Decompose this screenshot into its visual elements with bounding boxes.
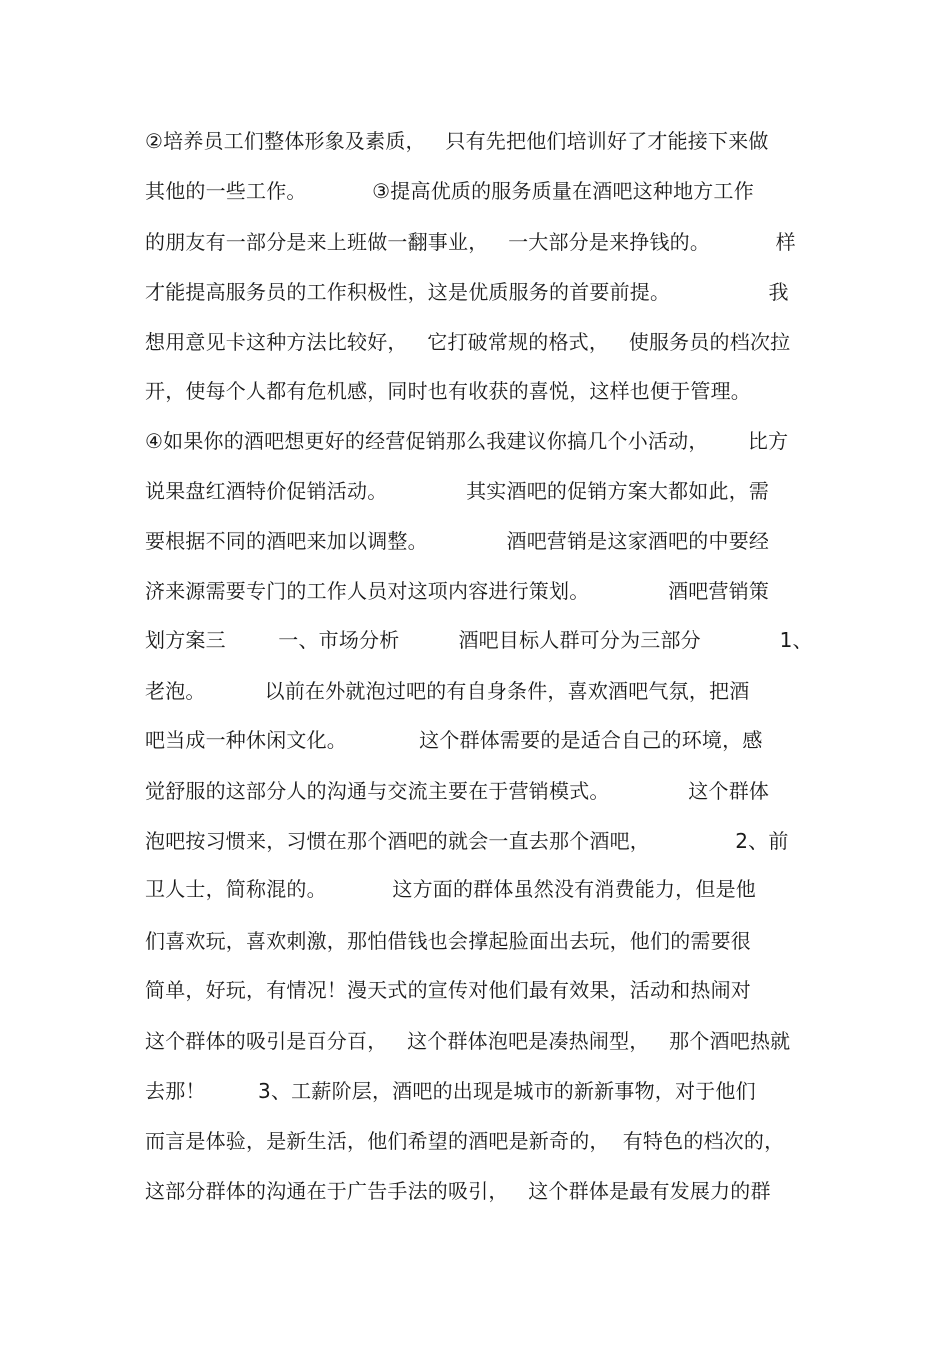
- text-line: 这个群体的吸引是百分百， 这个群体泡吧是凑热闹型， 那个酒吧热就: [145, 1029, 791, 1053]
- text-line: 想用意见卡这种方法比较好， 它打破常规的格式， 使服务员的档次拉: [145, 330, 791, 354]
- text-line: 泡吧按习惯来，习惯在那个酒吧的就会一直去那个酒吧， 2、前: [145, 829, 789, 853]
- text-line: 觉舒服的这部分人的沟通与交流主要在于营销模式。 这个群体: [145, 779, 770, 803]
- text-line: 才能提高服务员的工作积极性，这是优质服务的首要前提。 我: [145, 280, 789, 304]
- text-line: ④如果你的酒吧想更好的经营促销那么我建议你搞几个小活动， 比方: [145, 429, 789, 453]
- text-line: 划方案三 一、市场分析 酒吧目标人群可分为三部分 1、: [145, 628, 813, 652]
- text-line: 简单，好玩，有情况！漫天式的宣传对他们最有效果，活动和热闹对: [145, 978, 751, 1002]
- text-line: 去那！ 3、工薪阶层，酒吧的出现是城市的新新事物，对于他们: [145, 1079, 756, 1103]
- text-line: 济来源需要专门的工作人员对这项内容进行策划。 酒吧营销策: [145, 579, 770, 603]
- text-line: 这部分群体的沟通在于广告手法的吸引， 这个群体是最有发展力的群: [145, 1179, 771, 1203]
- text-line: 开，使每个人都有危机感，同时也有收获的喜悦，这样也便于管理。: [145, 379, 751, 403]
- text-line: 卫人士，简称混的。 这方面的群体虽然没有消费能力，但是他: [145, 877, 756, 901]
- text-line: 说果盘红酒特价促销活动。 其实酒吧的促销方案大都如此，需: [145, 479, 770, 503]
- text-line: 老泡。 以前在外就泡过吧的有自身条件，喜欢酒吧气氛，把酒: [145, 679, 750, 703]
- text-line: 们喜欢玩，喜欢刺激，那怕借钱也会撑起脸面出去玩，他们的需要很: [145, 929, 751, 953]
- text-line: 要根据不同的酒吧来加以调整。 酒吧营销是这家酒吧的中要经: [145, 529, 770, 553]
- text-line: 其他的一些工作。 ③提高优质的服务质量在酒吧这种地方工作: [145, 179, 754, 203]
- text-line: 而言是体验，是新生活，他们希望的酒吧是新奇的， 有特色的档次的，: [145, 1129, 785, 1153]
- text-line: 的朋友有一部分是来上班做一翻事业， 一大部分是来挣钱的。 样: [145, 230, 796, 254]
- text-line: 吧当成一种休闲文化。 这个群体需要的是适合自己的环境，感: [145, 728, 763, 752]
- text-line: ②培养员工们整体形象及素质， 只有先把他们培训好了才能接下来做: [145, 129, 769, 153]
